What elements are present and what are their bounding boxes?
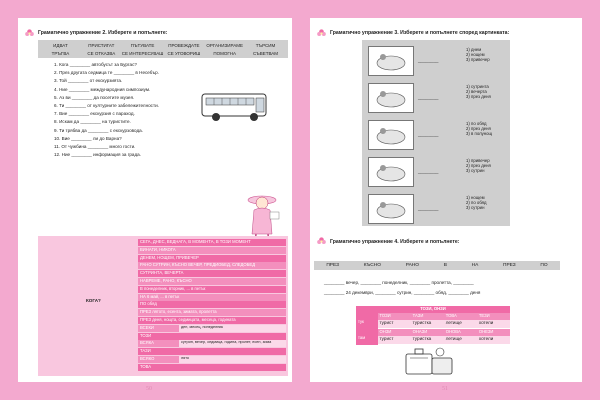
answer-blank[interactable]: ________ bbox=[418, 169, 439, 174]
flower-icon bbox=[316, 236, 327, 247]
time-row-label: ДЕНЕМ, НОЩЕМ, ПРИВЕЧЕР bbox=[138, 255, 286, 262]
verb-word: ПРОВЕЖДАТЕ bbox=[168, 42, 200, 48]
scene-picture bbox=[368, 83, 414, 113]
flower-icon bbox=[24, 28, 35, 39]
demo-pronoun: тук bbox=[356, 313, 378, 329]
preposition-word: ПО bbox=[540, 263, 548, 268]
sentence-item: 8. Искам да ________ на туристите. bbox=[54, 119, 131, 125]
picture-items bbox=[368, 44, 508, 229]
demo-word: ОНЕЗИ bbox=[477, 329, 510, 336]
options-list bbox=[466, 122, 492, 137]
demo-word: ТАЗИ bbox=[411, 313, 444, 320]
verb-word: ТЪРСИМ bbox=[255, 42, 276, 48]
time-row bbox=[138, 325, 286, 332]
demo-cell bbox=[378, 313, 411, 329]
option-item: 2) през деня bbox=[466, 162, 491, 168]
time-row bbox=[138, 301, 286, 308]
picture-item bbox=[368, 192, 508, 229]
demo-cell bbox=[444, 313, 477, 329]
demo-noun: летище bbox=[444, 336, 477, 344]
time-row-label: ТАЗИ bbox=[138, 348, 286, 355]
scene-picture bbox=[368, 120, 414, 150]
preposition-word: НА bbox=[471, 263, 479, 268]
verb-word: СЪВЕТВАМ bbox=[253, 50, 279, 56]
demo-noun: хотели bbox=[477, 336, 510, 344]
time-expressions-table bbox=[38, 236, 288, 376]
verb-box bbox=[38, 40, 288, 58]
time-row-label: ВСЕКИ bbox=[138, 325, 179, 332]
sentence-item: 7. Вие ________ екскурзия с параход. bbox=[54, 111, 135, 117]
time-row-label: ТОВА bbox=[138, 364, 286, 371]
verb-word: ИДВАТ bbox=[53, 42, 68, 48]
verb-word: СЕ УГОВОРИШ bbox=[167, 50, 201, 56]
sentence-item: 4. Ние ________ международния симпозиум. bbox=[54, 86, 151, 92]
demo-cell bbox=[411, 313, 444, 329]
scene-picture bbox=[368, 157, 414, 187]
option-item: 1) днем bbox=[466, 47, 482, 52]
demo-noun: хотели bbox=[477, 320, 510, 328]
luggage-illustration bbox=[402, 344, 458, 378]
answer-blank[interactable]: ________ bbox=[418, 206, 439, 211]
time-row bbox=[138, 247, 286, 254]
verb-word: СЕ ИНТЕРЕСУВАШ bbox=[121, 50, 164, 56]
time-row-label: ВСЯКА bbox=[138, 340, 179, 347]
sentence-item: 6. Ти ________ от културните забележителности. bbox=[54, 102, 159, 108]
time-row bbox=[138, 255, 286, 262]
time-row-label: РАНО СУТРИН, КЪСНО ВЕЧЕР, ПРЕДИОБЕД, СЛЕДОБЕД bbox=[138, 262, 286, 269]
verb-word: ПРИСТИГАТ bbox=[88, 42, 115, 48]
ex4-line-1: ________ вечер, ________ понеделник, ________ пролетта, ________ bbox=[324, 280, 474, 285]
time-row bbox=[138, 340, 286, 347]
time-row-detail: ден, месец, понеделник bbox=[179, 325, 286, 332]
exercise-3-title: Граматично упражнение 3. Изберете и попълнете според картинката: bbox=[330, 30, 510, 36]
option-item: 3) през деня bbox=[466, 93, 491, 99]
demo-noun: турист bbox=[378, 320, 411, 328]
verb-grid bbox=[38, 40, 288, 58]
preposition-word: КЪСНО bbox=[363, 263, 381, 268]
time-row-detail: лято bbox=[179, 356, 286, 363]
preposition-word: В bbox=[443, 263, 447, 268]
time-row bbox=[138, 309, 286, 316]
demo-cell bbox=[444, 329, 477, 345]
sentence-item: 11. От чужбина ________ много гости. bbox=[54, 143, 136, 149]
preposition-word: ПРЕЗ bbox=[326, 263, 339, 268]
time-row-label: НА 6 май, ... в петък bbox=[138, 294, 286, 301]
time-row bbox=[138, 270, 286, 277]
option-item: 2) през деня bbox=[466, 125, 491, 131]
exercise-4-title: Граматично упражнение 4. Изберете и попълнете: bbox=[330, 239, 460, 245]
time-rows bbox=[138, 239, 286, 372]
sentence-item: 12. Ние ________ информация за града. bbox=[54, 152, 141, 158]
ex4-line-2: ________ 24 декември, ________ сутрин, ________ обяд, ________ деня bbox=[324, 290, 481, 295]
table-header-when: КОГА? bbox=[86, 298, 101, 303]
demo-cell bbox=[378, 329, 411, 345]
time-row-label: СЕГА, ДНЕС, ВЕДНАГА, В МОМЕНТА, В ТОЗИ МОМЕНТ bbox=[138, 239, 286, 246]
demo-word: ТОЗИ bbox=[378, 313, 411, 320]
time-row bbox=[138, 333, 286, 340]
sentence-item: 5. Аз ви ________ да посетите музея. bbox=[54, 94, 135, 100]
picture-item bbox=[368, 118, 508, 155]
time-row-label: ВСЯКО bbox=[138, 356, 179, 363]
options-list bbox=[466, 159, 491, 174]
option-item: 2) нощем bbox=[466, 51, 485, 57]
time-row bbox=[138, 364, 286, 371]
time-row bbox=[138, 317, 286, 324]
time-row bbox=[138, 262, 286, 269]
preposition-bar bbox=[314, 261, 560, 270]
scene-picture bbox=[368, 194, 414, 224]
answer-blank[interactable]: ________ bbox=[418, 95, 439, 100]
verb-word: ПОМОГНА bbox=[213, 50, 237, 56]
demo-cell bbox=[411, 329, 444, 345]
verb-word: СЕ ОТКАЗВА bbox=[87, 50, 116, 56]
demo-noun: туристка bbox=[411, 320, 444, 328]
picture-item bbox=[368, 81, 508, 118]
time-row bbox=[138, 294, 286, 301]
right-page bbox=[310, 18, 582, 392]
time-row-label: ТОЗИ bbox=[138, 333, 286, 340]
picture-item bbox=[368, 44, 508, 81]
time-row-detail: сутрин, вечер, седмица, година, пролет, есен, зима bbox=[179, 340, 286, 347]
time-row bbox=[138, 356, 286, 363]
demo-cell bbox=[477, 329, 510, 345]
demo-word: ТЕЗИ bbox=[477, 313, 510, 320]
option-item: 3) в полунощ bbox=[466, 130, 493, 136]
page-number-left: 50 bbox=[146, 386, 152, 392]
demo-noun: летище bbox=[444, 320, 477, 328]
page-number-right: 51 bbox=[442, 386, 448, 392]
option-item: 2) вечерта bbox=[466, 88, 487, 94]
demo-word: ТОВА bbox=[444, 313, 477, 320]
demo-word: ОНОВА bbox=[444, 329, 477, 336]
demo-word: ОНЗИ bbox=[378, 329, 411, 336]
demo-row bbox=[356, 329, 510, 345]
sentence-item: 1. Кога ________ автобусът за Бургас? bbox=[54, 62, 137, 67]
demo-cell bbox=[477, 313, 510, 329]
demo-word: ОНАЗИ bbox=[411, 329, 444, 336]
verb-word: ОРГАНИЗИРАМЕ bbox=[206, 42, 243, 48]
preposition-word: ПРЕЗ bbox=[503, 263, 516, 268]
sentence-item: 9. Ти трябва да ________ с екскурзовода. bbox=[54, 127, 143, 133]
answer-blank[interactable]: ________ bbox=[418, 58, 439, 63]
sentence-item: 2. През другата седмица те ________ в Несебър. bbox=[54, 70, 159, 76]
time-row bbox=[138, 286, 286, 293]
demo-noun: турист bbox=[378, 336, 411, 344]
demo-row bbox=[356, 313, 510, 329]
scene-picture bbox=[368, 46, 414, 76]
demo-pronoun: там bbox=[356, 329, 378, 345]
bus-illustration bbox=[200, 88, 272, 124]
left-page bbox=[18, 18, 292, 392]
time-row-label: ПО обяд bbox=[138, 301, 286, 308]
time-row bbox=[138, 348, 286, 355]
demonstrative-table bbox=[356, 306, 510, 345]
sentence-item: 10. Вие ________ ли до Варна? bbox=[54, 135, 122, 141]
verb-word: ТРЪГВА bbox=[51, 50, 70, 56]
option-item: 1) нощем bbox=[466, 195, 485, 200]
picture-item bbox=[368, 155, 508, 192]
option-item: 3) сутрин bbox=[466, 204, 485, 210]
table-caption: ТОЗИ, ОНЗИ bbox=[356, 306, 510, 313]
sentence-item: 3. Той ________ от екскурзията. bbox=[54, 78, 123, 84]
preposition-word: РАНО bbox=[405, 263, 419, 268]
time-row bbox=[138, 239, 286, 246]
time-row-label: ПРЕЗ деня, нощта, седмицата, месеца, годината bbox=[138, 317, 286, 324]
time-row-label: ВИНАГИ, НИКОГА bbox=[138, 247, 286, 254]
time-row bbox=[138, 278, 286, 285]
time-row-label: В понеделник, вторник, ... в петък bbox=[138, 286, 286, 293]
options-list bbox=[466, 48, 490, 63]
verb-word: ПЪТУВАТЕ bbox=[130, 42, 155, 48]
option-item: 3) сутрин bbox=[466, 167, 485, 173]
time-row-label: НАВРЕМЕ, РАНО, КЪСНО bbox=[138, 278, 286, 285]
time-row-label: СУТРИНТА, ВЕЧЕРТА bbox=[138, 270, 286, 277]
option-item: 1) по обяд bbox=[466, 121, 487, 126]
option-item: 2) по обяд bbox=[466, 199, 487, 205]
demo-rows bbox=[356, 313, 510, 345]
answer-blank[interactable]: ________ bbox=[418, 132, 439, 137]
option-item: 1) сутринта bbox=[466, 84, 489, 89]
flower-icon bbox=[316, 28, 327, 39]
options-list bbox=[466, 196, 487, 211]
demo-noun: туристка bbox=[411, 336, 444, 344]
options-list bbox=[466, 85, 491, 100]
time-row-label: ПРЕЗ лятото, есента, зимата, пролетта bbox=[138, 309, 286, 316]
exercise-2-title: Граматично упражнение 2. Изберете и попълнете: bbox=[38, 30, 168, 36]
option-item: 1) привечер bbox=[466, 158, 490, 163]
option-item: 3) привечер bbox=[466, 56, 490, 62]
